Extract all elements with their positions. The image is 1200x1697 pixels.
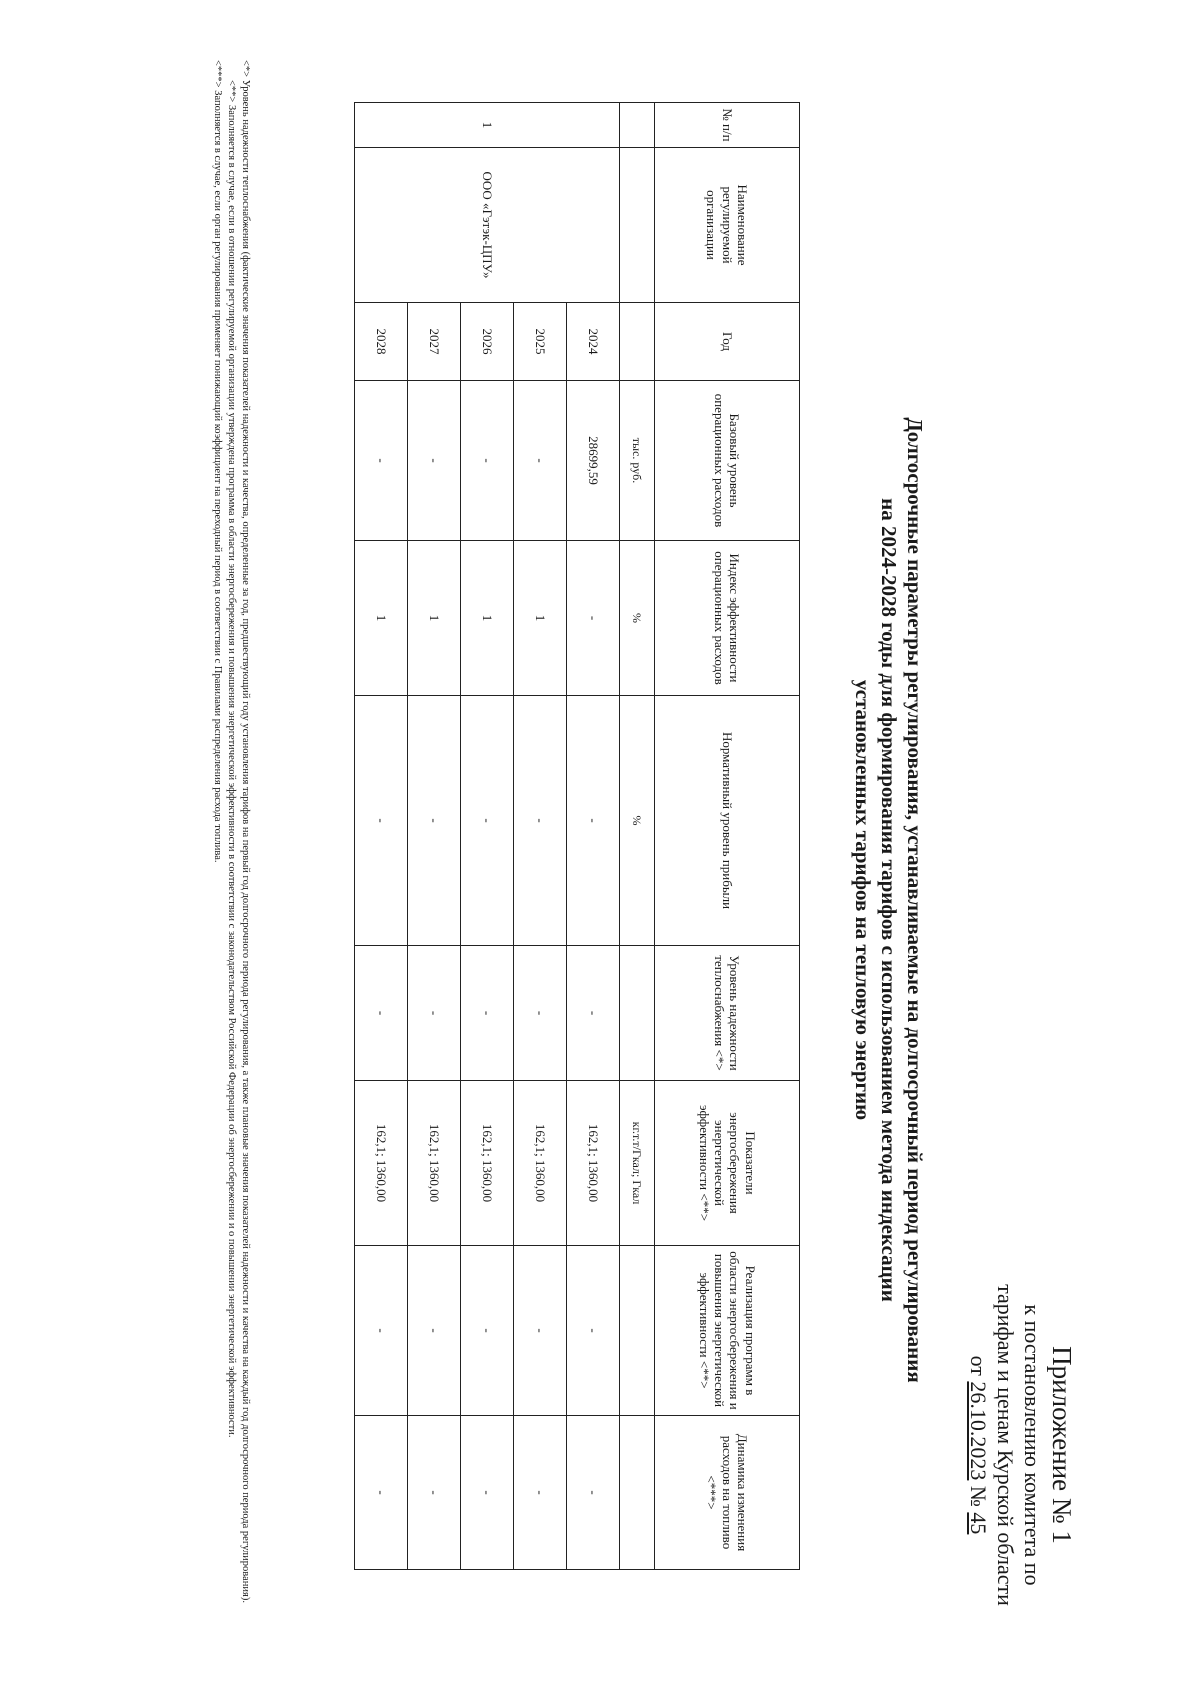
header-fuel-dynamics: Динамика изменения расходов на топливо <***>: [655, 1416, 800, 1570]
header-efficiency-index: Индекс эффективности операционных расходов: [655, 541, 800, 696]
cell-programs: -: [567, 1246, 620, 1416]
cell-base-cost: 28699,59: [567, 381, 620, 541]
unit-base-cost: тыс. руб.: [620, 381, 655, 541]
cell-profit: -: [461, 696, 514, 946]
cell-year: 2025: [514, 303, 567, 381]
cell-year: 2027: [408, 303, 461, 381]
units-row: [620, 103, 655, 1570]
title-line-1: Долгосрочные параметры регулирования, устанавливаемые на долгосрочный период регулирования: [903, 417, 927, 1383]
footnote-reliability: <*> Уровень надежности теплоснабжения (фактические значения показателей надежности и качества, определенные за год, предшествующий году установления тарифов на первый год долгосрочного периода регулирования, а также плановые значения показателей надежности и качества на каждый год долгосрочного периода регулирования).: [240, 60, 251, 1603]
cell-programs: -: [408, 1246, 461, 1416]
header-profit: Нормативный уровень прибыли: [655, 696, 800, 946]
header-programs: Реализация программ в области энергосбережения и повышения энергетической эффективности <**>: [655, 1246, 800, 1416]
cell-year: 2026: [461, 303, 514, 381]
approval-line-2: тарифам и ценам Курской области: [993, 1284, 1019, 1606]
unit-profit: %: [620, 696, 655, 946]
cell-energy-indicators: 162,1; 1360,00: [461, 1081, 514, 1246]
date-prefix: от: [966, 1355, 992, 1376]
decree-number: 45: [966, 1512, 992, 1535]
approval-date-line: [965, 1225, 992, 1665]
units-fuel-empty: [620, 1416, 655, 1570]
unit-efficiency-index: %: [620, 541, 655, 696]
cell-energy-indicators: 162,1; 1360,00: [567, 1081, 620, 1246]
cell-fuel-dynamics: -: [408, 1416, 461, 1570]
cell-energy-indicators: 162,1; 1360,00: [514, 1081, 567, 1246]
decree-date: 26.10.2023: [966, 1381, 992, 1481]
cell-fuel-dynamics: -: [514, 1416, 567, 1570]
cell-fuel-dynamics: -: [567, 1416, 620, 1570]
unit-energy-indicators: кг.т.т/Гкал; Гкал: [620, 1081, 655, 1246]
units-reliability-empty: [620, 946, 655, 1081]
regulation-parameters-table: [354, 102, 800, 1570]
cell-profit: -: [514, 696, 567, 946]
cell-reliability: -: [355, 946, 408, 1081]
units-num-empty: [620, 103, 655, 148]
cell-efficiency-index: 1: [461, 541, 514, 696]
cell-programs: -: [355, 1246, 408, 1416]
table-row: [461, 103, 514, 1570]
cell-efficiency-index: -: [567, 541, 620, 696]
cell-efficiency-index: 1: [355, 541, 408, 696]
units-year-empty: [620, 303, 655, 381]
cell-profit: -: [355, 696, 408, 946]
cell-efficiency-index: 1: [514, 541, 567, 696]
cell-base-cost: -: [514, 381, 567, 541]
cell-energy-indicators: 162,1; 1360,00: [408, 1081, 461, 1246]
header-year: Год: [655, 303, 800, 381]
cell-fuel-dynamics: -: [461, 1416, 514, 1570]
cell-programs: -: [514, 1246, 567, 1416]
footnotes: [210, 60, 252, 1620]
approval-stamp-block: [965, 1225, 1078, 1665]
footnote-energy-program: <**> Заполняется в случае, если в отношении регулируемой организации утверждена программа в области энергосбережения и повышения энергетической эффективности в соответствии с законодательством Российской Федерации об энергосбережении и о повышении энергетической эффективности.: [226, 80, 238, 1438]
cell-reliability: -: [514, 946, 567, 1081]
table-row: [355, 103, 408, 1570]
row-number: 1: [355, 103, 620, 148]
table-row: [567, 103, 620, 1570]
header-energy-indicators: Показатели энергосбережения энергетической эффективности <**>: [655, 1081, 800, 1246]
cell-reliability: -: [567, 946, 620, 1081]
footnote-fuel: <***> Заполняется в случае, если орган регулирования применяет понижающий коэффициент на переходный период в соответствии с Правилами распределения расхода топлива.: [212, 60, 224, 863]
number-prefix: №: [966, 1485, 992, 1507]
table-row: [408, 103, 461, 1570]
header-organization: Наименование регулируемой организации: [655, 148, 800, 303]
document-title: [850, 200, 928, 1600]
cell-efficiency-index: 1: [408, 541, 461, 696]
cell-profit: -: [408, 696, 461, 946]
cell-base-cost: -: [461, 381, 514, 541]
cell-base-cost: -: [408, 381, 461, 541]
cell-programs: -: [461, 1246, 514, 1416]
cell-fuel-dynamics: -: [355, 1416, 408, 1570]
appendix-title: Приложение № 1: [1047, 1346, 1077, 1544]
units-org-empty: [620, 148, 655, 303]
title-line-2: на 2024-2028 годы для формирования тарифов с использованием метода индексации: [876, 498, 901, 1302]
header-base-cost: Базовый уровень операционных расходов: [655, 381, 800, 541]
cell-base-cost: -: [355, 381, 408, 541]
cell-reliability: -: [408, 946, 461, 1081]
cell-profit: -: [567, 696, 620, 946]
cell-year: 2024: [567, 303, 620, 381]
cell-year: 2028: [355, 303, 408, 381]
title-line-3: установленных тарифов на тепловую энергию: [850, 679, 875, 1121]
table-row: [514, 103, 567, 1570]
cell-reliability: -: [461, 946, 514, 1081]
approval-line-1: к постановлению комитета по: [1020, 1304, 1046, 1586]
header-num: № п/п: [655, 103, 800, 148]
organization-name: ООО «Гэтэк-ЦПУ»: [355, 148, 620, 303]
table-header-row: [655, 103, 800, 1570]
units-programs-empty: [620, 1246, 655, 1416]
cell-energy-indicators: 162,1; 1360,00: [355, 1081, 408, 1246]
header-reliability: Уровень надежности теплоснабжения <*>: [655, 946, 800, 1081]
